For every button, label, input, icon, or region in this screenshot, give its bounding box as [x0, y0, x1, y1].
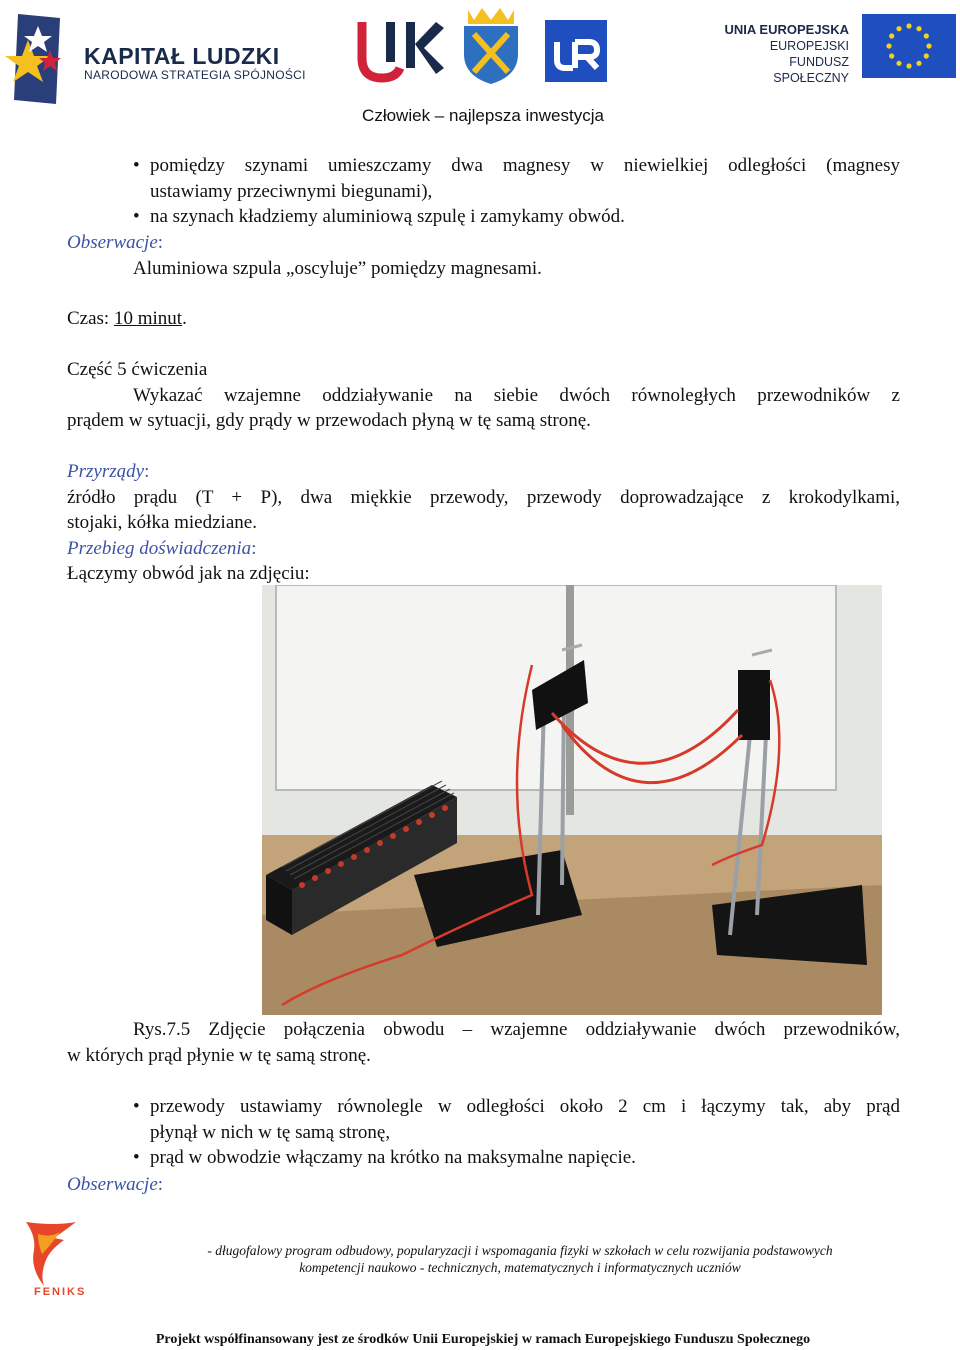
instruments-section — [67, 459, 900, 587]
instruments-label-text: Przyrządy — [67, 461, 145, 482]
procedure-text: Łączymy obwód jak na zdjęciu: — [67, 563, 310, 584]
kapital-ludzki-title: KAPITAŁ LUDZKI — [84, 43, 280, 69]
caption-line-2: w których prąd płynie w tę samą stronę. — [67, 1044, 371, 1066]
instruments-line-1: źródło prądu (T + P), dwa miękkie przewody, przewody doprowadzające z krokodylkami, — [67, 486, 900, 508]
power-supply-terminal — [338, 861, 344, 867]
time-dot: . — [182, 308, 187, 329]
figure-caption — [67, 1017, 900, 1068]
page-header — [0, 0, 960, 125]
eu-star — [889, 33, 894, 38]
part-5-section — [67, 357, 900, 434]
eu-line-3: FUNDUSZ SPOŁECZNY — [773, 55, 849, 85]
power-supply-terminal — [377, 840, 383, 846]
list-item — [133, 153, 900, 204]
kapital-ludzki-logo — [4, 10, 76, 106]
list-item-line: • na szynach kładziemy aluminiową szpulę i zamykamy obwód. — [150, 206, 625, 227]
instruments-label — [67, 459, 900, 485]
feniks-logo-text: FENIKS — [34, 1286, 87, 1298]
power-supply-terminal — [299, 882, 305, 888]
time-value: 10 minut — [113, 308, 183, 329]
observations-label-text: Obserwacje — [67, 1174, 158, 1195]
list-item-line: • prąd w obwodzie włączamy na krótko na maksymalne napięcie. — [150, 1147, 636, 1168]
footer-program-text — [120, 1242, 920, 1276]
caption-line-1: Rys.7.5 Zdjęcie połączenia obwodu – wzajemne oddziaływanie dwóch przewodników, — [133, 1019, 900, 1040]
list-item — [133, 1094, 900, 1145]
eu-star — [926, 43, 931, 48]
power-supply-terminal — [429, 812, 435, 818]
time-line — [67, 306, 900, 332]
eu-star — [916, 61, 921, 66]
observations-colon: : — [157, 232, 164, 253]
power-supply-terminal — [442, 805, 448, 811]
observations-label-text: Obserwacje — [67, 232, 158, 253]
ujk-logo — [356, 18, 444, 84]
eu-fund-text — [716, 22, 849, 86]
procedure-label — [67, 536, 900, 562]
footer-cofinancing-text: Projekt współfinansowany jest ze środków Unii Europejskiej w ramach Europejskiego Funduszu Społecznego — [155, 1332, 811, 1347]
power-supply-terminal — [364, 847, 370, 853]
feniks-logo — [24, 1220, 80, 1286]
bullet-list-bottom — [133, 1094, 900, 1171]
observations-label — [67, 230, 900, 256]
eu-star — [896, 26, 901, 31]
eu-star — [889, 53, 894, 58]
eu-star — [916, 26, 921, 31]
time-label: Czas: — [67, 308, 114, 329]
bullet-list-top — [133, 153, 900, 230]
instruments-line-2: stojaki, kółka miedziane. — [67, 512, 257, 533]
eu-star — [924, 53, 929, 58]
instruments-colon: : — [144, 461, 150, 482]
procedure-label-text: Przebieg doświadczenia — [67, 537, 252, 559]
list-item — [133, 1145, 900, 1171]
footer-line-1: - długofalowy program odbudowy, popularyzacji i wspomagania fizyki w szkołach w celu rozwijania podstawowych — [207, 1243, 833, 1258]
part-line-1: Wykazać wzajemne oddziaływanie na siebie dwóch równoległych przewodników z — [133, 384, 900, 406]
header-motto: Człowiek – najlepsza inwestycja — [362, 106, 604, 125]
power-supply-terminal — [325, 868, 331, 874]
power-supply-terminal — [312, 875, 318, 881]
power-supply-terminal — [403, 826, 409, 832]
eu-line-1: UNIA EUROPEJSKA — [724, 22, 849, 37]
kapital-ludzki-subtitle: NARODOWA STRATEGIA SPÓJNOŚCI — [84, 68, 306, 82]
eu-star — [906, 23, 911, 28]
eu-flag-icon — [862, 14, 956, 78]
eu-star — [924, 33, 929, 38]
observations-text: Aluminiowa szpula „oscyluje” pomiędzy magnesami. — [133, 257, 542, 279]
experiment-photo — [262, 585, 882, 1015]
list-item-line: • przewody ustawiamy równolegle w odległości około 2 cm i łączymy tak, aby prąd — [150, 1096, 900, 1117]
eu-line-2: EUROPEJSKI — [769, 39, 849, 53]
institute-logo — [545, 20, 607, 82]
observations-2 — [67, 1172, 900, 1198]
list-item-line: • pomiędzy szynami umieszczamy dwa magnesy w niewielkiej odległości (magnesy — [150, 155, 900, 176]
part-line-2: prądem w sytuacji, gdy prądy w przewodach płyną w tę samą stronę. — [67, 410, 591, 431]
observations-colon: : — [157, 1174, 164, 1195]
eu-star — [906, 63, 911, 68]
list-item-line: ustawiamy przeciwnymi biegunami), — [150, 180, 433, 202]
part-title: Część 5 ćwiczenia — [67, 359, 208, 380]
eu-star — [886, 43, 891, 48]
power-supply-terminal — [351, 854, 357, 860]
list-item — [133, 204, 900, 230]
kapital-ludzki-text — [84, 44, 306, 82]
list-item-line: płynął w nich w tę samą stronę, — [150, 1121, 391, 1143]
observations-1 — [67, 230, 900, 281]
eu-star — [896, 61, 901, 66]
footer-line-2: kompetencji naukowo - technicznych, matematycznych i informatycznych uczniów — [299, 1260, 741, 1275]
power-supply-terminal — [390, 833, 396, 839]
power-supply-terminal — [416, 819, 422, 825]
procedure-colon: : — [251, 537, 257, 559]
uj-crest-logo — [460, 4, 522, 84]
